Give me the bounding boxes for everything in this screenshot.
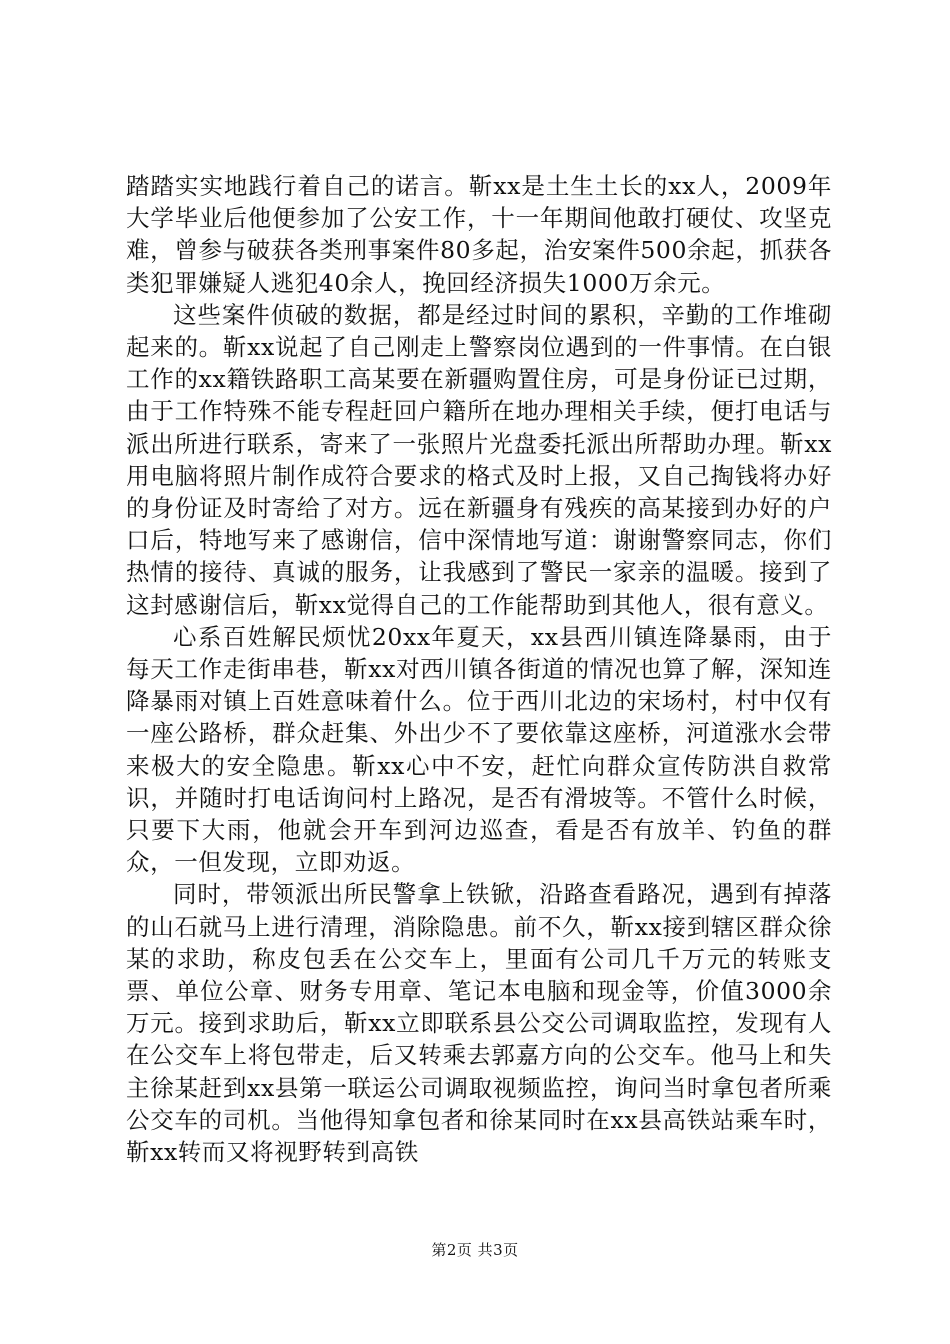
- paragraph-4: 同时，带领派出所民警拿上铁锨，沿路查看路况，遇到有掉落的山石就马上进行清理，消除隐患。前不久，靳xx接到辖区群众徐某的求助，称皮包丢在公交车上，里面有公司几千万元的转账支票、单位公章、财务专用章、笔记本电脑和现金等，价值3000余万元。接到求助后，靳xx立即联系县公交公司调取监控，发现有人在公交车上将包带走，后又转乘去郭嘉方向的公交车。他马上和失主徐某赶到xx县第一联运公司调取视频监控，询问当时拿包者所乘公交车的司机。当他得知拿包者和徐某同时在xx县高铁站乘车时，靳xx转而又将视野转到高铁: [126, 880, 832, 1167]
- paragraph-3: 心系百姓解民烦忧20xx年夏天，xx县西川镇连降暴雨，由于每天工作走街串巷，靳xx对西川镇各街道的情况也算了解，深知连降暴雨对镇上百姓意味着什么。位于西川北边的宋场村，村中仅有一座公路桥，群众赶集、外出少不了要依靠这座桥，河道涨水会带来极大的安全隐患。靳xx心中不安，赶忙向群众宣传防洪自救常识，并随时打电话询问村上路况，是否有滑坡等。不管什么时候，只要下大雨，他就会开车到河边巡查，看是否有放羊、钓鱼的群众，一但发现，立即劝返。: [126, 622, 832, 877]
- paragraph-2: 这些案件侦破的数据，都是经过时间的累积，辛勤的工作堆砌起来的。靳xx说起了自己刚走上警察岗位遇到的一件事情。在白银工作的xx籍铁路职工高某要在新疆购置住房，可是身份证已过期，由于工作特殊不能专程赶回户籍所在地办理相关手续，便打电话与派出所进行联系，寄来了一张照片光盘委托派出所帮助办理。靳xx用电脑将照片制作成符合要求的格式及时上报，又自己掏钱将办好的身份证及时寄给了对方。远在新疆身有残疾的高某接到办好的户口后，特地写来了感谢信，信中深情地写道：谢谢警察同志，你们热情的接待、真诚的服务，让我感到了警民一家亲的温暖。接到了这封感谢信后，靳xx觉得自己的工作能帮助到其他人，很有意义。: [126, 300, 832, 619]
- paragraph-1: 踏踏实实地践行着自己的诺言。靳xx是土生土长的xx人，2009年大学毕业后他便参加了公安工作，十一年期间他敢打硬仗、攻坚克难，曾参与破获各类刑事案件80多起，治安案件500余起，抓获各类犯罪嫌疑人逃犯40余人，挽回经济损失1000万余元。: [126, 172, 832, 297]
- page-footer: 第2页 共3页: [431, 1241, 519, 1259]
- document-body: [126, 170, 832, 1190]
